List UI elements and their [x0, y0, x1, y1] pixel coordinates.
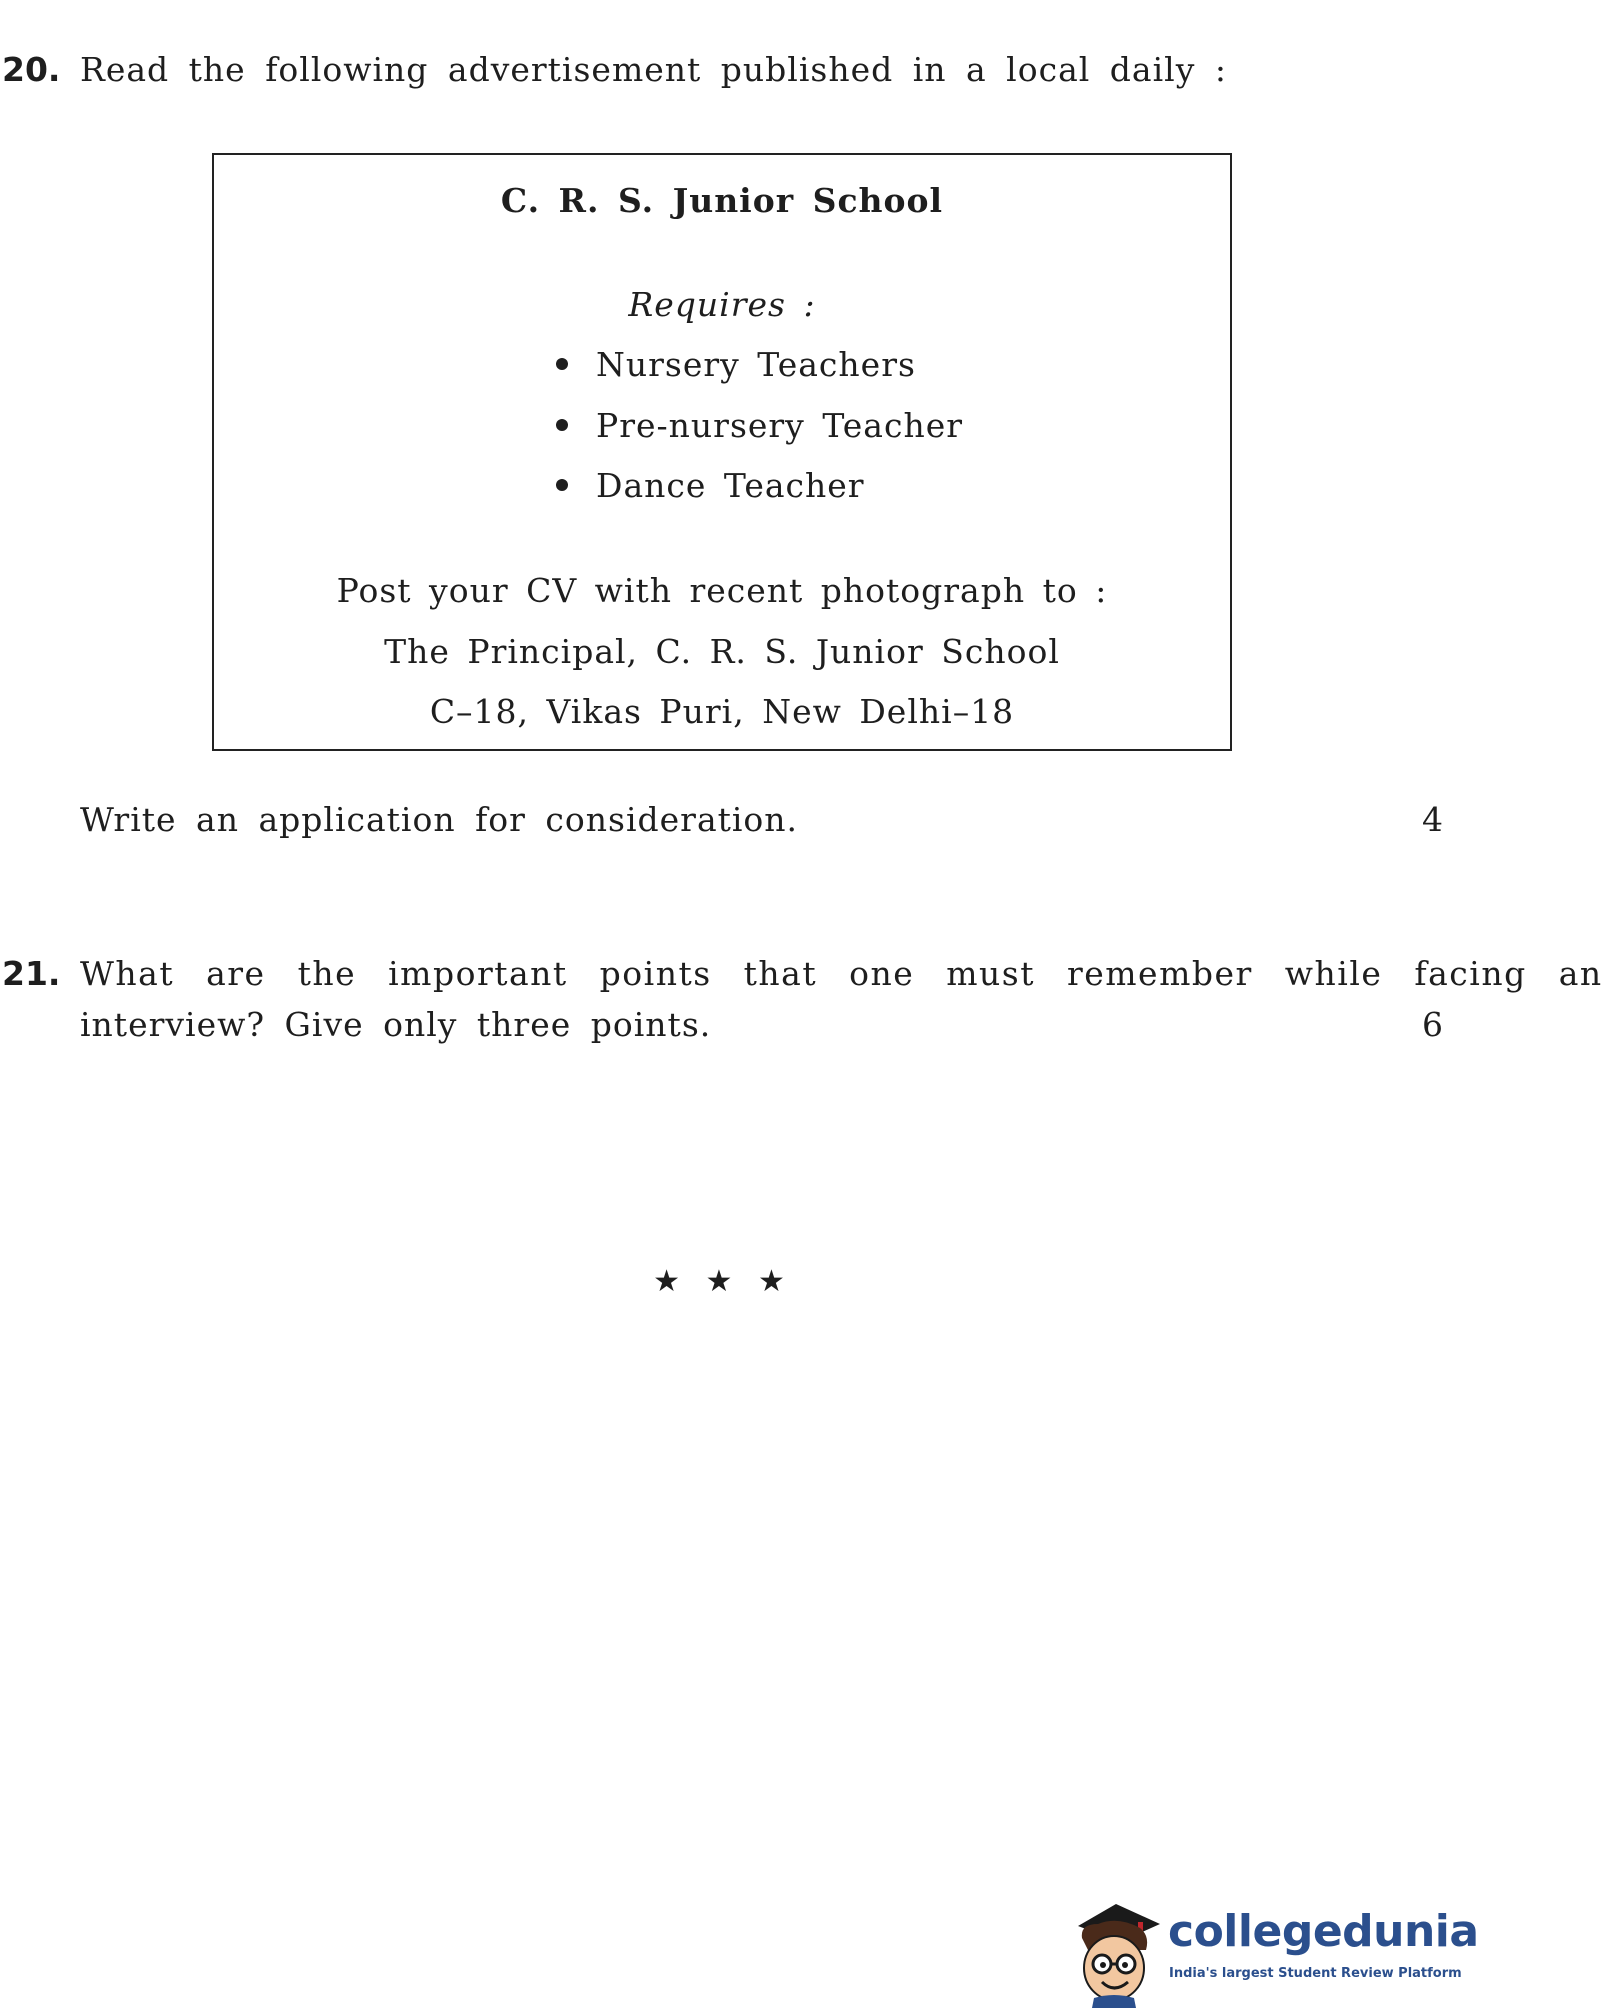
ad-position-item	[556, 406, 963, 445]
advertisement-box	[212, 153, 1232, 751]
logo-wordmark: collegedunia	[1168, 1906, 1479, 1957]
ad-position-item	[556, 345, 916, 384]
ad-school-name: C. R. S. Junior School	[500, 181, 944, 220]
ad-address-line-1: The Principal, C. R. S. Junior School	[384, 632, 1060, 671]
ad-position-label: Pre-nursery Teacher	[596, 406, 964, 445]
ad-instruction: Post your CV with recent photograph to :	[336, 571, 1108, 610]
bullet-icon	[556, 419, 568, 431]
ad-position-label: Nursery Teachers	[596, 345, 916, 384]
question-21-line-1: What are the important points that one must remember while facing an	[80, 954, 1603, 993]
question-20-text: Read the following advertisement published in a local daily :	[80, 50, 1227, 89]
question-20-task: Write an application for consideration.	[80, 800, 799, 839]
bullet-icon	[556, 479, 568, 491]
ad-position-item	[556, 466, 865, 505]
end-of-paper-stars: ★ ★ ★	[653, 1264, 793, 1299]
ad-position-label: Dance Teacher	[596, 466, 865, 505]
question-number-20: 20.	[2, 50, 61, 89]
collegedunia-logo	[1068, 1898, 1479, 2008]
logo-tagline: India's largest Student Review Platform	[1169, 1966, 1462, 1981]
ad-address-line-2: C–18, Vikas Puri, New Delhi–18	[429, 692, 1015, 731]
question-number-21: 21.	[2, 954, 61, 993]
bullet-icon	[556, 358, 568, 370]
question-21-marks: 6	[1422, 1005, 1443, 1044]
question-21-line-2: interview? Give only three points.	[80, 1005, 712, 1044]
mascot-icon	[1068, 1898, 1168, 2008]
question-20-marks: 4	[1422, 800, 1443, 839]
ad-requires-label: Requires :	[628, 285, 816, 324]
